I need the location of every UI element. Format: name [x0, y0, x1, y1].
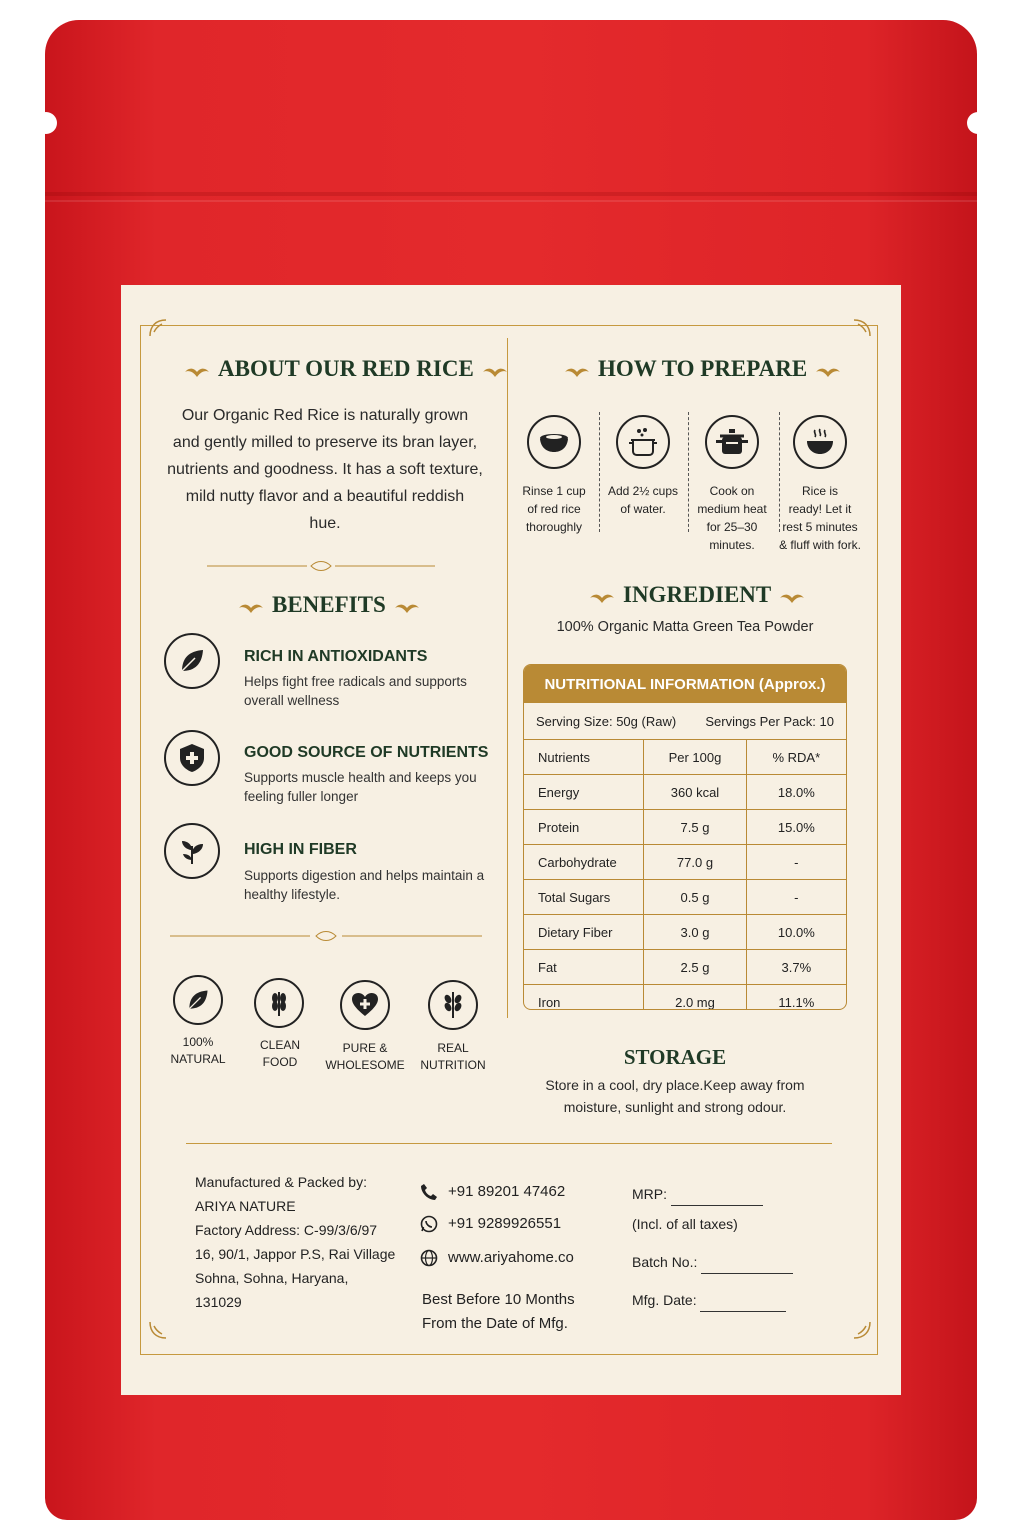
mrp-field: MRP:	[632, 1182, 763, 1206]
pressure-cooker-icon	[705, 415, 759, 469]
benefit-title: GOOD SOURCE OF NUTRIENTS	[244, 744, 489, 761]
website-link[interactable]: www.ariyahome.co	[448, 1249, 574, 1266]
benefit-title: RICH IN ANTIOXIDANTS	[244, 648, 428, 665]
sprout-icon	[164, 823, 220, 879]
badge-label: 100% NATURAL	[170, 1035, 226, 1066]
prepare-step-text: Rice is ready! Let it rest 5 minutes & fluff with fork.	[779, 484, 861, 552]
zip-seal	[45, 192, 977, 196]
benefit-description: Helps fight free radicals and supports overall wellness	[244, 674, 467, 708]
ingredient-title: INGREDIENT	[581, 582, 813, 608]
table-row: Dietary Fiber 3.0 g 10.0%	[524, 914, 846, 949]
benefit-description: Supports muscle health and keeps you feeling fuller longer	[244, 770, 477, 804]
shield-cross-icon	[164, 730, 220, 786]
ingredient-text: 100% Organic Matta Green Tea Powder	[556, 619, 814, 635]
ornament-icon	[564, 363, 590, 379]
ornament-icon	[184, 363, 210, 379]
table-row: Carbohydrate 77.0 g -	[524, 844, 846, 879]
ornament-icon	[238, 599, 264, 615]
footer-divider	[186, 1143, 832, 1144]
serving-size: Serving Size: 50g (Raw)	[536, 713, 677, 729]
benefit-description: Supports digestion and helps maintain a healthy lifestyle.	[244, 868, 485, 902]
storage-title: STORAGE	[623, 1045, 727, 1069]
table-row: Iron 2.0 mg 11.1%	[524, 984, 846, 1010]
tear-notch-right	[967, 112, 989, 134]
pot-water-icon	[616, 415, 670, 469]
mfg-date-field: Mfg. Date:	[632, 1288, 786, 1312]
column-divider	[507, 338, 508, 1018]
table-row: Total Sugars 0.5 g -	[524, 879, 846, 914]
nutrition-table	[523, 664, 847, 1010]
divider-ornament	[170, 928, 482, 944]
benefit-title: HIGH IN FIBER	[244, 841, 357, 858]
serving-row	[524, 703, 846, 739]
phone-number[interactable]: +91 89201 47462	[448, 1183, 566, 1200]
leaf-icon	[173, 975, 223, 1025]
wheat-icon	[254, 978, 304, 1028]
ornament-icon	[482, 363, 508, 379]
steaming-bowl-icon	[793, 415, 847, 469]
corner-flourish-icon	[146, 1318, 170, 1342]
heart-icon	[340, 980, 390, 1030]
whatsapp-icon	[420, 1215, 438, 1233]
about-line: hue.	[309, 515, 341, 532]
badge-label: REAL NUTRITION	[420, 1041, 486, 1072]
table-row: Protein 7.5 g 15.0%	[524, 809, 846, 844]
best-before: Best Before 10 Months From the Date of Mfg.	[422, 1291, 575, 1332]
storage-text: Store in a cool, dry place.Keep away from moisture, sunlight and strong odour.	[545, 1077, 805, 1115]
about-line: nutrients and goodness. It has a soft texture,	[167, 461, 483, 478]
zip-seal-highlight	[45, 200, 977, 202]
prepare-step-text: Add 2½ cups of water.	[607, 484, 679, 516]
about-title: ABOUT OUR RED RICE	[176, 356, 516, 382]
corner-flourish-icon	[850, 1318, 874, 1342]
ornament-icon	[779, 589, 805, 605]
benefits-title: BENEFITS	[230, 592, 428, 618]
ornament-icon	[589, 589, 615, 605]
table-row: Fat 2.5 g 3.7%	[524, 949, 846, 984]
prepare-step-text: Rinse 1 cup of red rice thoroughly	[522, 484, 586, 534]
manufacturer-info: Manufactured & Packed by: ARIYA NATURE Factory Address: C-99/3/6/97 16, 90/1, Jappor P.S, Rai Village Sohna, Sohna, Haryana, 131029	[195, 1174, 396, 1310]
badge-label: CLEAN FOOD	[259, 1038, 300, 1069]
divider-ornament	[207, 558, 435, 574]
corner-flourish-icon	[850, 316, 874, 340]
about-text	[155, 402, 495, 537]
prepare-step-text: Cook on medium heat for 25–30 minutes.	[697, 484, 767, 552]
ornament-icon	[394, 599, 420, 615]
batch-field: Batch No.:	[632, 1250, 793, 1274]
nutrition-title: NUTRITIONAL INFORMATION (Approx.)	[524, 665, 846, 703]
corner-flourish-icon	[146, 316, 170, 340]
prepare-title: HOW TO PREPARE	[556, 356, 849, 382]
table-row: Energy 360 kcal 18.0%	[524, 774, 846, 809]
badge-label: PURE & WHOLESOME	[325, 1041, 405, 1072]
nutrition-header-row: Nutrients Per 100g % RDA*	[524, 739, 846, 774]
bowl-icon	[527, 415, 581, 469]
about-line: and gently milled to preserve its bran layer,	[172, 434, 478, 451]
grain-icon	[428, 980, 478, 1030]
mrp-note: (Incl. of all taxes)	[632, 1216, 738, 1232]
globe-icon	[420, 1249, 438, 1267]
leaf-icon	[164, 633, 220, 689]
tear-notch-left	[35, 112, 57, 134]
about-line: Our Organic Red Rice is naturally grown	[181, 407, 469, 424]
phone-icon	[420, 1183, 438, 1201]
servings-per-pack: Servings Per Pack: 10	[705, 713, 834, 729]
about-line: mild nutty flavor and a beautiful reddish	[185, 488, 465, 505]
ornament-icon	[815, 363, 841, 379]
whatsapp-number[interactable]: +91 9289926551	[448, 1215, 562, 1232]
